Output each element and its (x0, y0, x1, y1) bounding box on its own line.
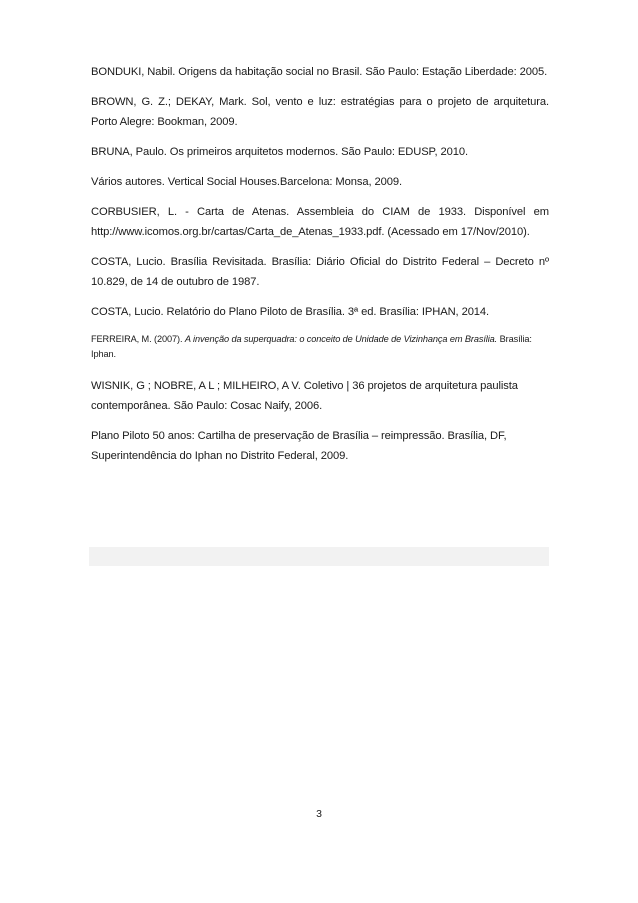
reference-item-corbusier: CORBUSIER, L. - Carta de Atenas. Assembleia do CIAM de 1933. Disponível em http://www.icomos.org.br/cartas/Carta_de_Atenas_1933.pdf. (Acessado em 17/Nov/2010). (91, 206, 549, 238)
reference-publisher: Brasília: Iphan. (91, 334, 532, 359)
reference-title-italic: A invenção da superquadra: o conceito de Unidade de Vizinhança em Brasília. (184, 334, 498, 344)
reference-item-brown: BROWN, G. Z.; DEKAY, Mark. Sol, vento e luz: estratégias para o projeto de arquitetura. Porto Alegre: Bookman, 2009. (91, 96, 549, 128)
page-number: 3 (316, 808, 322, 820)
reference-item-varios: Vários autores. Vertical Social Houses.Barcelona: Monsa, 2009. (91, 176, 402, 188)
reference-item-costa-relatorio: COSTA, Lucio. Relatório do Plano Piloto de Brasília. 3ª ed. Brasília: IPHAN, 2014. (91, 306, 490, 318)
reference-item-wisnik: WISNIK, G ; NOBRE, A L ; MILHEIRO, A V. Coletivo | 36 projetos de arquitetura paulista contemporânea. São Paulo: Cosac Naify, 2006. (91, 380, 518, 412)
reference-list (91, 62, 549, 476)
reference-author: FERREIRA, M. (2007). (91, 334, 183, 344)
reference-item-costa-revisitada: COSTA, Lucio. Brasília Revisitada. Brasília: Diário Oficial do Distrito Federal – Decreto nº 10.829, de 14 de outubro de 1987. (91, 256, 549, 288)
reference-item-bruna: BRUNA, Paulo. Os primeiros arquitetos modernos. São Paulo: EDUSP, 2010. (91, 146, 468, 158)
reference-item-plano-piloto: Plano Piloto 50 anos: Cartilha de preservação de Brasília – reimpressão. Brasília, DF, Superintendência do Iphan no Distrito Federal, 2009. (91, 430, 507, 462)
empty-shaded-bar (89, 547, 549, 566)
reference-item-ferreira (91, 332, 549, 362)
reference-item-bonduki: BONDUKI, Nabil. Origens da habitação social no Brasil. São Paulo: Estação Liberdade: 2005. (91, 66, 548, 78)
